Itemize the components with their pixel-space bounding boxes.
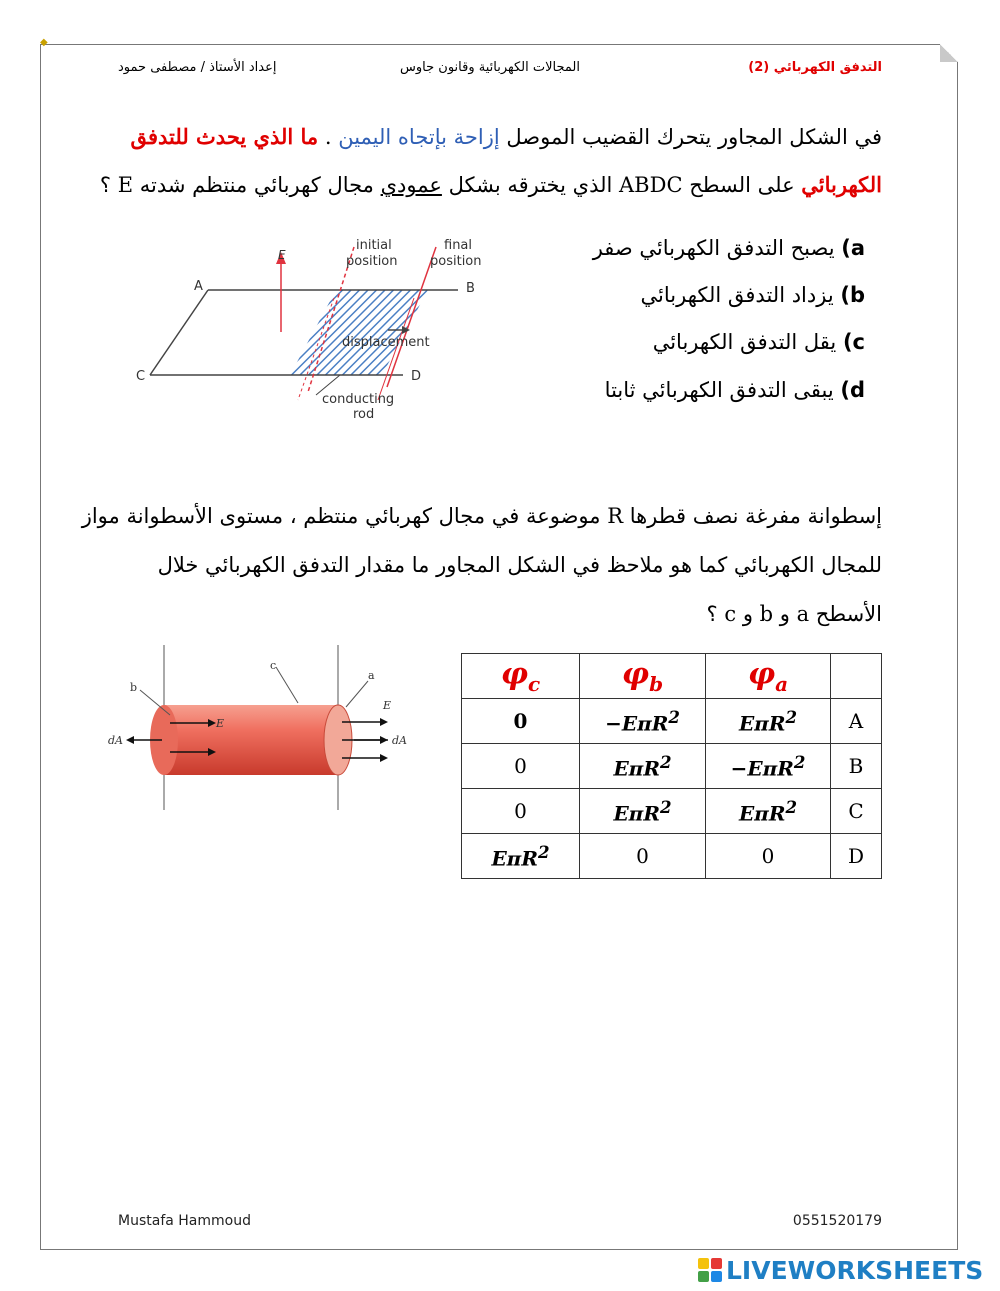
- rod-label-2: rod: [353, 407, 375, 422]
- cell-value: 0: [761, 844, 775, 868]
- q1-underlined-perpendicular: عمودي: [380, 173, 442, 197]
- q1-line-2: [100, 172, 882, 197]
- cell-value: EπR: [738, 801, 786, 826]
- initial-label-2: position: [346, 254, 398, 269]
- logo-square-green: [698, 1271, 709, 1282]
- field-arrowhead-5: [380, 754, 388, 762]
- initial-label-1: initial: [356, 238, 392, 253]
- field-label-inside: E: [216, 717, 225, 730]
- cell-exponent: 2: [793, 751, 806, 772]
- cell-phi-c: [462, 789, 580, 834]
- header-author: إعداد الأستاذ / مصطفى حمود: [118, 60, 277, 75]
- label-c-leader: [276, 667, 298, 703]
- q2-line-1: إسطوانة مفرغة نصف قطرها R موضوعة في مجال كهربائي منتظم ، مستوى الأسطوانة مواز: [81, 504, 882, 528]
- cell-phi-c: [462, 834, 580, 879]
- area-vector-left-head: [126, 736, 134, 744]
- cell-phi-c: [462, 744, 580, 789]
- option-letter: b): [840, 283, 865, 307]
- option-text: يزداد التدفق الكهربائي: [640, 283, 841, 307]
- cell-value: −EπR: [730, 756, 794, 781]
- cylinder-figure: [100, 645, 420, 815]
- option-letter: d): [840, 378, 865, 402]
- cell-phi-b: [580, 834, 706, 879]
- rod-label-1: conducting: [322, 392, 395, 407]
- cell-value: 0: [514, 799, 527, 823]
- table-header-row: [462, 654, 882, 699]
- moving-rod-figure: [128, 232, 508, 432]
- q1-highlight-question: ما الذي يحدث للتدفق: [130, 124, 319, 149]
- header-phi-a: [706, 654, 831, 699]
- q1-option-d[interactable]: [605, 378, 865, 402]
- cell-phi-a: [706, 789, 831, 834]
- header-phi-c: [462, 654, 580, 699]
- cell-phi-b: [580, 699, 706, 744]
- row-label[interactable]: C: [831, 789, 882, 834]
- field-label-outside: E: [383, 699, 392, 712]
- area-label-right: dA: [392, 734, 407, 747]
- cell-exponent: 2: [785, 706, 798, 727]
- cell-phi-b: [580, 744, 706, 789]
- phi-subscript: b: [649, 671, 664, 696]
- header-unit-title: المجالات الكهربائية وقانون جاوس: [400, 60, 580, 75]
- q1-option-a[interactable]: [593, 236, 865, 260]
- corner-d-label: D: [411, 369, 422, 384]
- logo-square-yellow: [698, 1258, 709, 1269]
- option-text: يبقى التدفق الكهربائي ثابتا: [604, 378, 841, 402]
- row-label[interactable]: B: [831, 744, 882, 789]
- surface-c-label: c: [270, 659, 277, 672]
- table-row-c[interactable]: [462, 789, 882, 834]
- cylinder-body: [164, 705, 338, 775]
- corner-a-label: A: [194, 279, 203, 294]
- q2-line-2: للمجال الكهربائي كما هو ملاحظ في الشكل المجاور ما مقدار التدفق الكهربائي خلال: [157, 553, 882, 577]
- cell-exponent: 2: [785, 796, 798, 817]
- row-label[interactable]: A: [831, 699, 882, 744]
- field-arrowhead-3: [380, 718, 388, 726]
- cell-phi-a: [706, 834, 831, 879]
- cell-phi-b: [580, 789, 706, 834]
- surface-a-label: a: [368, 669, 375, 682]
- corner-b-label: B: [466, 281, 475, 296]
- footer-author: Mustafa Hammoud: [118, 1213, 251, 1229]
- cell-value: 0: [636, 844, 649, 868]
- final-label-1: final: [444, 238, 473, 253]
- header-lesson-title: التدفق الكهربائي (2): [748, 60, 882, 75]
- q1-text: في الشكل المجاور يتحرك القضيب الموصل: [499, 125, 882, 149]
- cell-value: EπR: [613, 801, 660, 826]
- option-letter: c): [842, 330, 865, 354]
- footer-phone: 0551520179: [792, 1213, 882, 1229]
- brand-text: LIVEWORKSHEETS: [726, 1255, 984, 1285]
- cell-exponent: 2: [537, 841, 550, 862]
- displacement-label: displacement: [342, 335, 430, 350]
- swept-area: [290, 290, 428, 375]
- label-a-leader: [346, 681, 368, 707]
- phi-symbol: φ: [747, 656, 776, 692]
- answers-table: [461, 653, 882, 879]
- option-letter: a): [841, 236, 865, 260]
- table-row-b[interactable]: [462, 744, 882, 789]
- cell-value: EπR: [613, 756, 660, 781]
- cell-phi-c: [462, 699, 580, 744]
- corner-c-label: C: [136, 369, 146, 384]
- corner-marker-icon: ◆: [40, 37, 48, 48]
- e-field-label: E: [278, 248, 286, 262]
- cell-value: EπR: [738, 711, 786, 736]
- cell-value: EπR: [491, 846, 538, 871]
- header-blank: [831, 654, 882, 699]
- label-b-leader: [140, 690, 170, 715]
- phi-subscript: c: [527, 671, 541, 696]
- q1-highlight-displacement: إزاحة بإتجاه اليمين: [338, 125, 500, 149]
- q1-separator: .: [318, 125, 339, 149]
- option-text: يصبح التدفق الكهربائي صفر: [592, 236, 842, 260]
- surface-b-label: b: [130, 681, 138, 694]
- edge-ac: [150, 290, 208, 375]
- cell-exponent: 2: [659, 751, 672, 772]
- option-text: يقل التدفق الكهربائي: [652, 330, 843, 354]
- phi-subscript: a: [775, 671, 789, 696]
- q1-option-b[interactable]: [641, 283, 865, 307]
- cell-value: 0: [514, 754, 527, 778]
- cell-exponent: 2: [659, 796, 672, 817]
- table-row-a[interactable]: [462, 699, 882, 744]
- logo-square-blue: [711, 1271, 722, 1282]
- row-label[interactable]: D: [831, 834, 882, 879]
- q1-highlight-electric: الكهربائي: [801, 172, 882, 197]
- table-row-d[interactable]: [462, 834, 882, 879]
- phi-symbol: φ: [621, 656, 650, 692]
- cell-exponent: 2: [668, 706, 680, 727]
- cell-phi-a: [706, 699, 831, 744]
- q2-line-3: الأسطح a و b و c ؟: [706, 602, 882, 626]
- cell-value: −EπR: [605, 711, 669, 736]
- q1-line-1: [130, 124, 882, 149]
- liveworksheets-brand[interactable]: [698, 1255, 983, 1285]
- header-phi-b: [580, 654, 706, 699]
- phi-symbol: φ: [500, 656, 528, 692]
- q1-text-3: مجال كهربائي منتظم شدته E ؟: [99, 173, 381, 197]
- final-label-2: position: [430, 254, 482, 269]
- cell-phi-a: [706, 744, 831, 789]
- q1-text-2: على السطح ABDC الذي يخترقه بشكل: [441, 173, 802, 197]
- brand-logo-icon: [698, 1258, 722, 1282]
- q1-option-c[interactable]: [653, 330, 865, 354]
- cell-value: 0: [513, 709, 528, 733]
- logo-square-red: [711, 1258, 722, 1269]
- area-label-left: dA: [108, 734, 123, 747]
